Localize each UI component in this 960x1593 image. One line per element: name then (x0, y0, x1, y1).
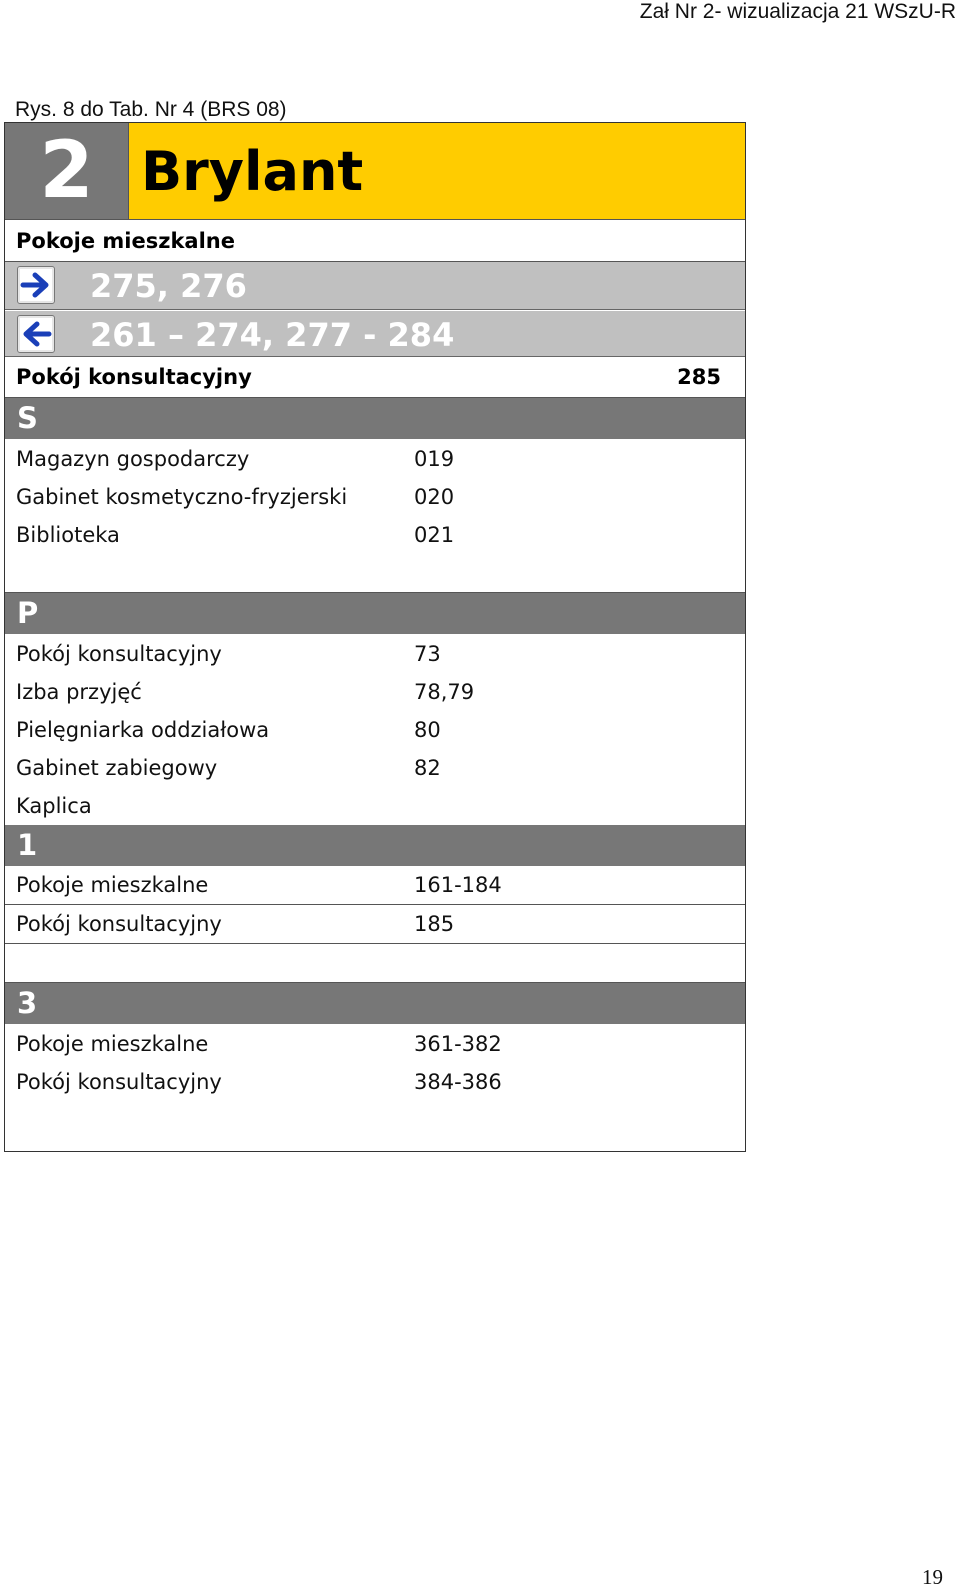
item-label: Biblioteka (16, 523, 120, 547)
direction-rooms: 261 – 274, 277 - 284 (90, 316, 455, 354)
consultation-room-row (5, 357, 745, 398)
item-room: 361-382 (414, 1032, 502, 1056)
item-label: Pokoje mieszkalne (16, 873, 209, 897)
list-item (5, 1025, 745, 1063)
item-room: 73 (414, 642, 441, 666)
item-room: 80 (414, 718, 441, 742)
item-room: 384-386 (414, 1070, 502, 1094)
spacer (5, 944, 745, 983)
arrow-right-icon (17, 266, 55, 304)
list-item (5, 440, 745, 478)
item-room: 185 (414, 912, 455, 936)
direction-rooms: 275, 276 (90, 267, 247, 305)
list-item (5, 635, 745, 673)
item-label: Kaplica (16, 794, 92, 818)
item-room: 021 (414, 523, 455, 547)
list-item (5, 1063, 745, 1101)
section-header-3: 3 (5, 983, 745, 1024)
list-item (5, 711, 745, 749)
list-item (5, 478, 745, 516)
figure-caption: Rys. 8 do Tab. Nr 4 (BRS 08) (15, 98, 287, 121)
spacer (5, 554, 745, 593)
rooms-heading: Pokoje mieszkalne (5, 220, 745, 262)
arrow-left-icon (17, 315, 55, 353)
direction-row-left (5, 311, 745, 357)
floor-directory-sign (4, 122, 746, 1152)
section-header-1: 1 (5, 825, 745, 866)
item-room: 161-184 (414, 873, 502, 897)
direction-row-right (5, 262, 745, 310)
list-item (5, 673, 745, 711)
item-label: Gabinet kosmetyczno-fryzjerski (16, 485, 348, 509)
floor-number: 2 (5, 123, 128, 219)
item-label: Magazyn gospodarczy (16, 447, 250, 471)
item-label: Pokój konsultacyjny (16, 912, 222, 936)
list-item (5, 905, 745, 944)
list-item (5, 866, 745, 905)
item-label: Pokoje mieszkalne (16, 1032, 209, 1056)
list-item (5, 787, 745, 825)
document-title: Zał Nr 2- wizualizacja 21 WSzU-R (639, 0, 956, 23)
item-label: Gabinet zabiegowy (16, 756, 218, 780)
consultation-label: Pokój konsultacyjny (16, 365, 252, 389)
item-room: 82 (414, 756, 441, 780)
item-room: 78,79 (414, 680, 475, 704)
item-label: Pokój konsultacyjny (16, 642, 222, 666)
sign-title-row (5, 123, 745, 220)
list-item (5, 516, 745, 554)
list-item (5, 749, 745, 787)
section-header-p: P (5, 593, 745, 634)
item-room: 020 (414, 485, 455, 509)
building-name: Brylant (128, 123, 745, 219)
item-label: Izba przyjęć (16, 680, 142, 704)
item-label: Pokój konsultacyjny (16, 1070, 222, 1094)
page-number: 19 (922, 1565, 943, 1589)
consultation-room-number: 285 (677, 365, 721, 389)
item-room: 019 (414, 447, 455, 471)
item-label: Pielęgniarka oddziałowa (16, 718, 270, 742)
section-header-s: S (5, 398, 745, 439)
